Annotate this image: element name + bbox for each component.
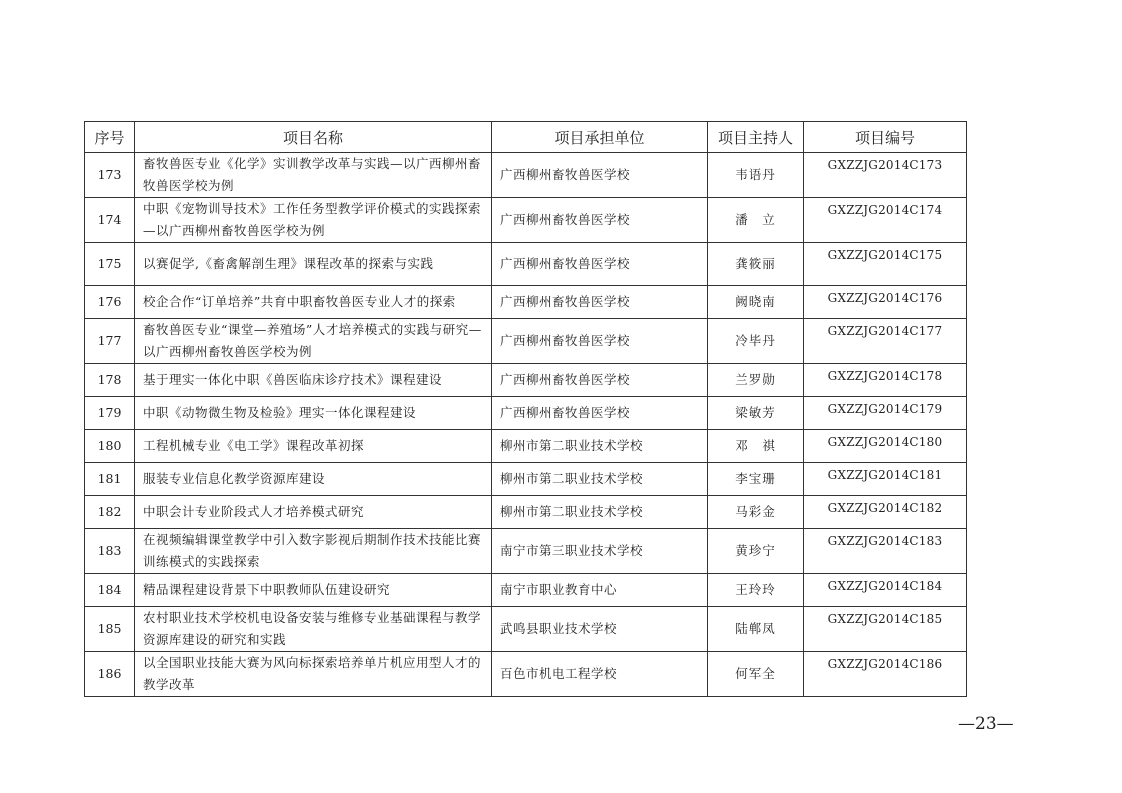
row-code: GXZZJG2014C173: [804, 153, 967, 198]
table-row: [85, 430, 967, 463]
row-unit: 广西柳州畜牧兽医学校: [492, 286, 708, 319]
row-host: 潘 立: [708, 198, 804, 243]
header-code: 项目编号: [804, 122, 967, 153]
row-host: 王玲玲: [708, 574, 804, 607]
row-no: 176: [85, 286, 135, 319]
row-host: 黄珍宁: [708, 529, 804, 574]
row-no: 181: [85, 463, 135, 496]
header-name: 项目名称: [135, 122, 492, 153]
row-unit: 武鸣县职业技术学校: [492, 607, 708, 652]
table-row: [85, 153, 967, 198]
table-header-row: [85, 122, 967, 153]
row-host: 兰罗勋: [708, 364, 804, 397]
table-row: [85, 529, 967, 574]
row-project-name: 在视频编辑课堂教学中引入数字影视后期制作技术技能比赛训练模式的实践探索: [135, 529, 492, 574]
row-no: 185: [85, 607, 135, 652]
row-unit: 南宁市职业教育中心: [492, 574, 708, 607]
row-code: GXZZJG2014C183: [804, 529, 967, 574]
row-project-name: 以全国职业技能大赛为风向标探索培养单片机应用型人才的教学改革: [135, 652, 492, 697]
row-no: 177: [85, 319, 135, 364]
row-unit: 广西柳州畜牧兽医学校: [492, 243, 708, 286]
row-unit: 柳州市第二职业技术学校: [492, 430, 708, 463]
row-no: 179: [85, 397, 135, 430]
table-row: [85, 243, 967, 286]
row-host: 韦语丹: [708, 153, 804, 198]
row-code: GXZZJG2014C179: [804, 397, 967, 430]
row-project-name: 畜牧兽医专业《化学》实训教学改革与实践—以广西柳州畜牧兽医学校为例: [135, 153, 492, 198]
header-no: 序号: [85, 122, 135, 153]
row-unit: 百色市机电工程学校: [492, 652, 708, 697]
row-code: GXZZJG2014C178: [804, 364, 967, 397]
row-project-name: 工程机械专业《电工学》课程改革初探: [135, 430, 492, 463]
table-row: [85, 397, 967, 430]
row-code: GXZZJG2014C180: [804, 430, 967, 463]
table-row: [85, 607, 967, 652]
row-project-name: 服装专业信息化教学资源库建设: [135, 463, 492, 496]
page-number: —23—: [958, 714, 1014, 734]
row-host: 何军全: [708, 652, 804, 697]
row-code: GXZZJG2014C176: [804, 286, 967, 319]
row-unit: 广西柳州畜牧兽医学校: [492, 397, 708, 430]
header-unit: 项目承担单位: [492, 122, 708, 153]
row-host: 陆郸凤: [708, 607, 804, 652]
row-project-name: 中职《宠物训导技术》工作任务型教学评价模式的实践探索—以广西柳州畜牧兽医学校为例: [135, 198, 492, 243]
table-row: [85, 463, 967, 496]
row-project-name: 校企合作“订单培养”共育中职畜牧兽医专业人才的探索: [135, 286, 492, 319]
row-code: GXZZJG2014C186: [804, 652, 967, 697]
row-host: 李宝珊: [708, 463, 804, 496]
row-code: GXZZJG2014C184: [804, 574, 967, 607]
row-no: 183: [85, 529, 135, 574]
row-unit: 广西柳州畜牧兽医学校: [492, 319, 708, 364]
row-host: 阙晓南: [708, 286, 804, 319]
row-code: GXZZJG2014C181: [804, 463, 967, 496]
table-row: [85, 364, 967, 397]
row-host: 马彩金: [708, 496, 804, 529]
row-unit: 广西柳州畜牧兽医学校: [492, 198, 708, 243]
table-row: [85, 496, 967, 529]
row-code: GXZZJG2014C185: [804, 607, 967, 652]
row-project-name: 中职《动物微生物及检验》理实一体化课程建设: [135, 397, 492, 430]
row-no: 182: [85, 496, 135, 529]
row-unit: 柳州市第二职业技术学校: [492, 463, 708, 496]
row-host: 邓 祺: [708, 430, 804, 463]
row-no: 174: [85, 198, 135, 243]
row-project-name: 农村职业技术学校机电设备安装与维修专业基础课程与教学资源库建设的研究和实践: [135, 607, 492, 652]
row-unit: 南宁市第三职业技术学校: [492, 529, 708, 574]
row-unit: 广西柳州畜牧兽医学校: [492, 364, 708, 397]
table-row: [85, 198, 967, 243]
row-no: 178: [85, 364, 135, 397]
table-row: [85, 286, 967, 319]
row-code: GXZZJG2014C177: [804, 319, 967, 364]
header-host: 项目主持人: [708, 122, 804, 153]
row-host: 龚筱丽: [708, 243, 804, 286]
row-no: 175: [85, 243, 135, 286]
row-code: GXZZJG2014C175: [804, 243, 967, 286]
projects-table: [84, 121, 967, 697]
row-code: GXZZJG2014C182: [804, 496, 967, 529]
row-project-name: 精品课程建设背景下中职教师队伍建设研究: [135, 574, 492, 607]
row-host: 冷毕丹: [708, 319, 804, 364]
row-project-name: 基于理实一体化中职《兽医临床诊疗技术》课程建设: [135, 364, 492, 397]
table-row: [85, 652, 967, 697]
row-project-name: 中职会计专业阶段式人才培养模式研究: [135, 496, 492, 529]
row-unit: 广西柳州畜牧兽医学校: [492, 153, 708, 198]
row-no: 184: [85, 574, 135, 607]
row-no: 186: [85, 652, 135, 697]
table-row: [85, 319, 967, 364]
row-unit: 柳州市第二职业技术学校: [492, 496, 708, 529]
row-no: 180: [85, 430, 135, 463]
row-host: 梁敏芳: [708, 397, 804, 430]
row-project-name: 以赛促学,《畜禽解剖生理》课程改革的探索与实践: [135, 243, 492, 286]
table-row: [85, 574, 967, 607]
row-code: GXZZJG2014C174: [804, 198, 967, 243]
row-no: 173: [85, 153, 135, 198]
row-project-name: 畜牧兽医专业“课堂—养殖场”人才培养模式的实践与研究—以广西柳州畜牧兽医学校为例: [135, 319, 492, 364]
